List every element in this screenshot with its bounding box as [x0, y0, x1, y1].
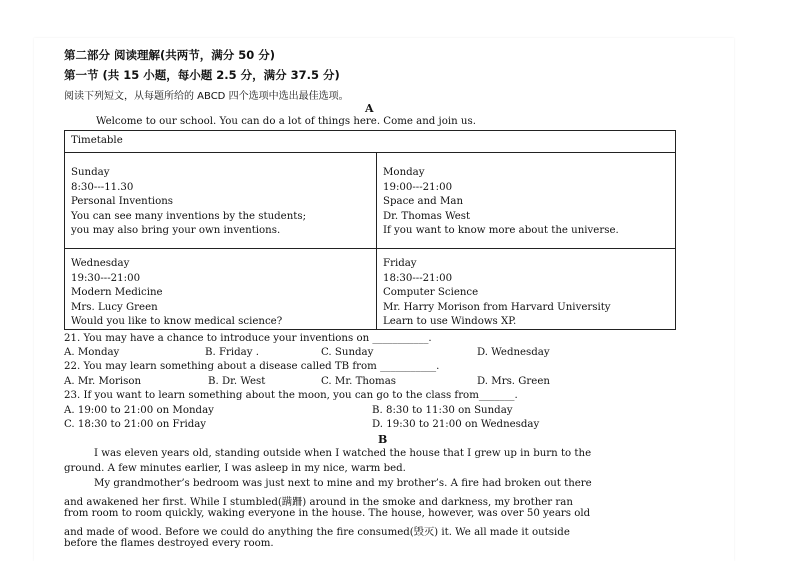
cell-detail: Mr. Harry Morison from Harvard University	[383, 301, 611, 313]
cell-topic: Modern Medicine	[71, 287, 163, 299]
cell-friday	[383, 257, 611, 330]
cell-day: Friday	[383, 258, 417, 269]
question-23-stem: 23. If you want to learn something about the moon, you can go to the class from_______.	[64, 390, 518, 401]
timetable-header	[65, 131, 675, 153]
cell-detail: You can see many inventions by the students;	[71, 210, 307, 222]
passage-b-label: B	[378, 433, 388, 446]
cell-wednesday	[71, 257, 282, 330]
question-23-option-d: D. 19:30 to 21:00 on Wednesday	[372, 419, 540, 430]
cell-detail: Dr. Thomas West	[383, 210, 471, 222]
cell-topic: Space and Man	[383, 196, 464, 208]
cell-topic: Personal Inventions	[71, 196, 173, 208]
passage-b-line: from room to room quickly, waking everyone in the house. The house, however, was over 50 years old	[64, 508, 591, 519]
passage-b-line: before the flames destroyed every room.	[64, 538, 274, 549]
cell-note: Would you like to know medical science?	[71, 316, 283, 328]
passage-b-line: My grandmother’s bedroom was just next to mine and my brother’s. A fire had broken out there	[94, 478, 592, 489]
cell-topic: Computer Science	[383, 287, 479, 299]
cell-time: 18:30---21:00	[383, 272, 453, 284]
question-23-option-c: C. 18:30 to 21:00 on Friday	[64, 419, 207, 430]
question-22-option-d: D. Mrs. Green	[477, 376, 550, 387]
section-title: 第一节 (共 15 小题，每小题 2.5 分，满分 37.5 分)	[64, 68, 340, 82]
cell-detail: Mrs. Lucy Green	[71, 301, 158, 313]
cell-note: Learn to use Windows XP.	[383, 316, 517, 328]
passage-b-line: ground. A few minutes earlier, I was asleep in my nice, warm bed.	[64, 463, 406, 474]
question-22-option-c: C. Mr. Thomas	[321, 376, 397, 387]
question-22-stem: 22. You may learn something about a disease called TB from ___________.	[64, 361, 440, 372]
timetable	[64, 130, 676, 330]
part-title: 第二部分 阅读理解(共两节，满分 50 分)	[64, 48, 276, 62]
cell-sunday	[71, 166, 306, 239]
passage-a-intro: Welcome to our school. You can do a lot of things here. Come and join us.	[96, 116, 476, 127]
question-21-stem: 21. You may have a chance to introduce your inventions on ___________.	[64, 333, 432, 344]
cell-time: 19:00---21:00	[383, 181, 453, 193]
cell-note: you may also bring your own inventions.	[71, 225, 281, 237]
passage-b-line: and awakened her first. While I stumbled(蹒跚) around in the smoke and darkness, my brother ran	[64, 497, 573, 508]
instruction: 阅读下列短文，从每题所给的 ABCD 四个选项中选出最佳选项。	[64, 91, 349, 102]
question-22-option-b: B. Dr. West	[208, 376, 266, 387]
cell-note: If you want to know more about the universe.	[383, 225, 619, 237]
cell-day: Monday	[383, 167, 425, 178]
timetable-title: Timetable	[71, 135, 123, 146]
cell-day: Sunday	[71, 167, 110, 178]
question-21-option-d: D. Wednesday	[477, 347, 550, 358]
cell-day: Wednesday	[71, 258, 130, 269]
table-divider-vertical	[376, 153, 377, 329]
question-21-option-b: B. Friday .	[205, 347, 259, 358]
question-22-option-a: A. Mr. Morison	[64, 376, 142, 387]
question-23-option-b: B. 8:30 to 11:30 on Sunday	[372, 405, 513, 416]
question-23-option-a: A. 19:00 to 21:00 on Monday	[64, 405, 214, 416]
cell-time: 19:30---21:00	[71, 272, 141, 284]
question-21-option-c: C. Sunday	[321, 347, 374, 358]
table-divider-horizontal	[65, 248, 675, 249]
cell-time: 8:30---11.30	[71, 181, 134, 193]
passage-b-line: and made of wood. Before we could do anything the fire consumed(毁灭) it. We all made it outside	[64, 527, 570, 538]
question-21-option-a: A. Monday	[64, 347, 120, 358]
cell-monday	[383, 166, 619, 239]
passage-b-line: I was eleven years old, standing outside when I watched the house that I grew up in burn to the	[94, 448, 592, 459]
passage-a-label: A	[365, 102, 374, 115]
